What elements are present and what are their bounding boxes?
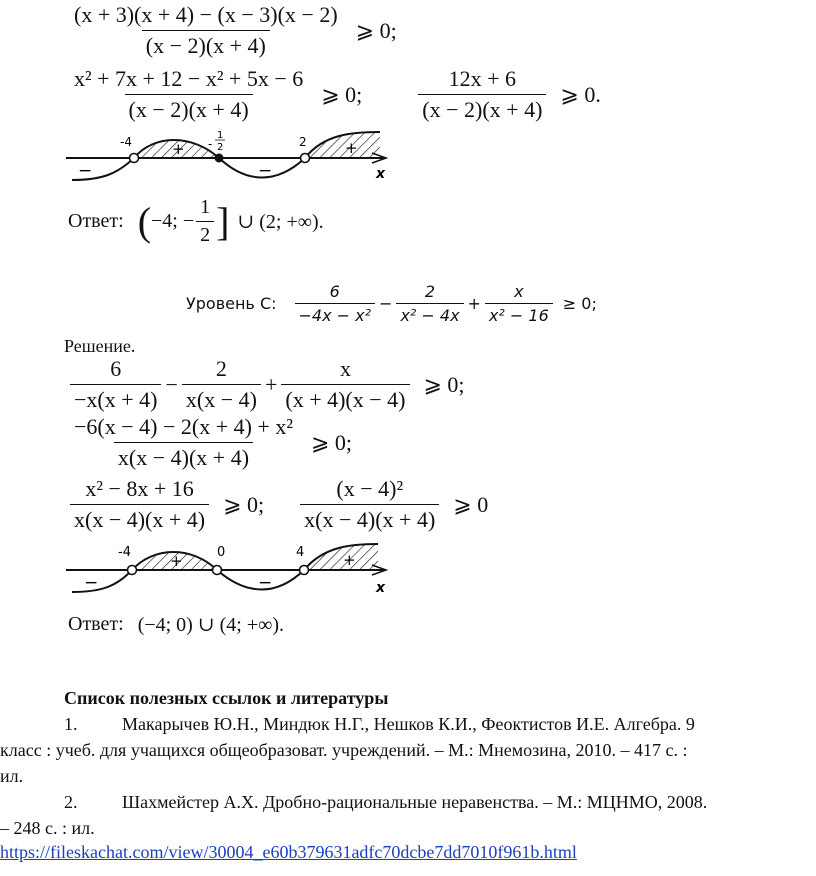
reference-2-line1: Шахмейстер А.Х. Дробно-рациональные неравенства. – М.: МЦНМО, 2008.: [122, 792, 708, 812]
axis-label: x: [376, 166, 386, 182]
reference-number: 1.: [64, 714, 78, 734]
fraction: [70, 356, 161, 413]
denominator: x(x − 4)(x + 4): [114, 442, 253, 471]
relation: ⩾ 0;: [310, 429, 352, 455]
fraction: [396, 282, 463, 325]
inequality-row-5: [66, 476, 498, 533]
operator: −: [165, 371, 178, 397]
fraction: [196, 196, 214, 247]
reference-1-line1: Макарычев Ю.Н., Миндюк Н.Г., Нешков К.И., Феоктистов И.Е. Алгебра. 9: [122, 714, 695, 734]
number-line-2: [62, 540, 402, 600]
inequality-row-1: [66, 2, 407, 59]
reference-1-line2: класс : учеб. для учащихся общеобразоват. учреждений. – М.: Мнемозина, 2010. – 417 с. :: [0, 740, 688, 760]
minus-sign: −: [258, 573, 273, 593]
point-label-den: 2: [217, 142, 224, 153]
minus-sign: −: [258, 161, 273, 181]
numerator: x: [339, 356, 351, 381]
numerator: −6(x − 4) − 2(x + 4) + x²: [74, 414, 293, 439]
numerator: 2: [424, 282, 436, 301]
answer-part: ∪ (2; +∞).: [237, 211, 324, 233]
reference-number: 2.: [64, 792, 78, 812]
plus-sign: +: [345, 139, 358, 157]
numerator: (x − 4)²: [336, 476, 404, 501]
numerator: x: [514, 282, 524, 301]
denominator: (x − 2)(x + 4): [142, 30, 270, 59]
point-label: 0: [217, 545, 226, 560]
open-point: [301, 154, 310, 163]
fraction: [70, 2, 342, 59]
denominator: x² − 16: [485, 303, 553, 325]
fraction: [182, 356, 261, 413]
open-point: [213, 566, 222, 575]
number-line-1: [62, 128, 402, 188]
bracket-close: ]: [216, 198, 230, 244]
operator: +: [264, 371, 278, 397]
point-label: -4: [120, 135, 132, 149]
numerator: x² − 8x + 16: [85, 476, 194, 501]
minus-sign: −: [78, 161, 93, 181]
numerator: 6: [329, 282, 340, 301]
denominator: 2: [196, 221, 214, 247]
operator: +: [467, 294, 481, 313]
denominator: x(x − 4)(x + 4): [70, 504, 209, 533]
numerator: x² + 7x + 12 − x² + 5x − 6: [74, 66, 304, 91]
denominator: −x(x + 4): [70, 384, 161, 413]
point-label-sign: -: [208, 137, 213, 151]
relation: ⩾ 0;: [355, 17, 397, 43]
denominator: x² − 4x: [396, 303, 463, 325]
fraction: [485, 282, 553, 325]
point-label-num: 1: [217, 130, 224, 141]
inequality-row-3: [66, 356, 475, 413]
level-c-task: [186, 282, 597, 325]
fraction: [281, 356, 409, 413]
point-label: 2: [299, 135, 307, 149]
denominator: (x − 2)(x + 4): [125, 94, 253, 123]
fraction: [418, 66, 546, 123]
plus-sign: +: [170, 552, 183, 570]
references-title: Список полезных ссылок и литературы: [64, 688, 389, 708]
relation: ⩾ 0.: [560, 81, 601, 107]
denominator: x(x − 4)(x + 4): [300, 504, 439, 533]
reference-link[interactable]: https://fileskachat.com/view/30004_e60b379631adfc70dcbe7dd7010f961b.html: [0, 842, 577, 862]
relation: ≥ 0;: [562, 294, 597, 313]
axis-label: x: [376, 580, 386, 596]
answer-text: (−4; 0) ∪ (4; +∞).: [137, 614, 285, 636]
numerator: 12x + 6: [448, 66, 517, 91]
fraction: [70, 476, 209, 533]
fraction: [70, 66, 307, 123]
solution-label: Решение.: [64, 336, 136, 356]
bracket-open: (: [137, 198, 152, 244]
relation: ⩾ 0: [453, 491, 489, 517]
answer-label: Ответ:: [68, 210, 124, 232]
closed-point: [215, 154, 224, 163]
denominator: (x + 4)(x − 4): [281, 384, 409, 413]
reference-1-line3: ил.: [0, 766, 24, 786]
level-label: Уровень С:: [186, 294, 277, 313]
denominator: x(x − 4): [182, 384, 261, 413]
point-label: -4: [118, 545, 131, 560]
relation: ⩾ 0;: [423, 371, 465, 397]
fraction: [70, 414, 297, 471]
denominator: −4x − x²: [295, 303, 376, 325]
numerator: 1: [200, 196, 211, 218]
point-label: 4: [296, 545, 305, 560]
answer-1: [68, 196, 324, 247]
answer-2: [68, 612, 284, 637]
relation: ⩾ 0;: [321, 81, 363, 107]
fraction: [300, 476, 439, 533]
fraction: [295, 282, 376, 325]
inequality-row-4: [66, 414, 362, 471]
reference-2-line2: – 248 с. : ил.: [0, 818, 95, 838]
plus-sign: +: [343, 551, 356, 569]
answer-part: −4; −: [151, 210, 195, 232]
open-point: [128, 566, 137, 575]
plus-sign: +: [172, 140, 185, 158]
relation: ⩾ 0;: [223, 491, 265, 517]
open-point: [130, 154, 139, 163]
numerator: 6: [110, 356, 122, 381]
answer-label: Ответ:: [68, 613, 124, 635]
denominator: (x − 2)(x + 4): [418, 94, 546, 123]
minus-sign: −: [84, 573, 99, 593]
numerator: (x + 3)(x + 4) − (x − 3)(x − 2): [74, 2, 338, 27]
numerator: 2: [215, 356, 227, 381]
open-point: [300, 566, 309, 575]
operator: −: [379, 294, 393, 313]
inequality-row-2: [66, 66, 611, 123]
